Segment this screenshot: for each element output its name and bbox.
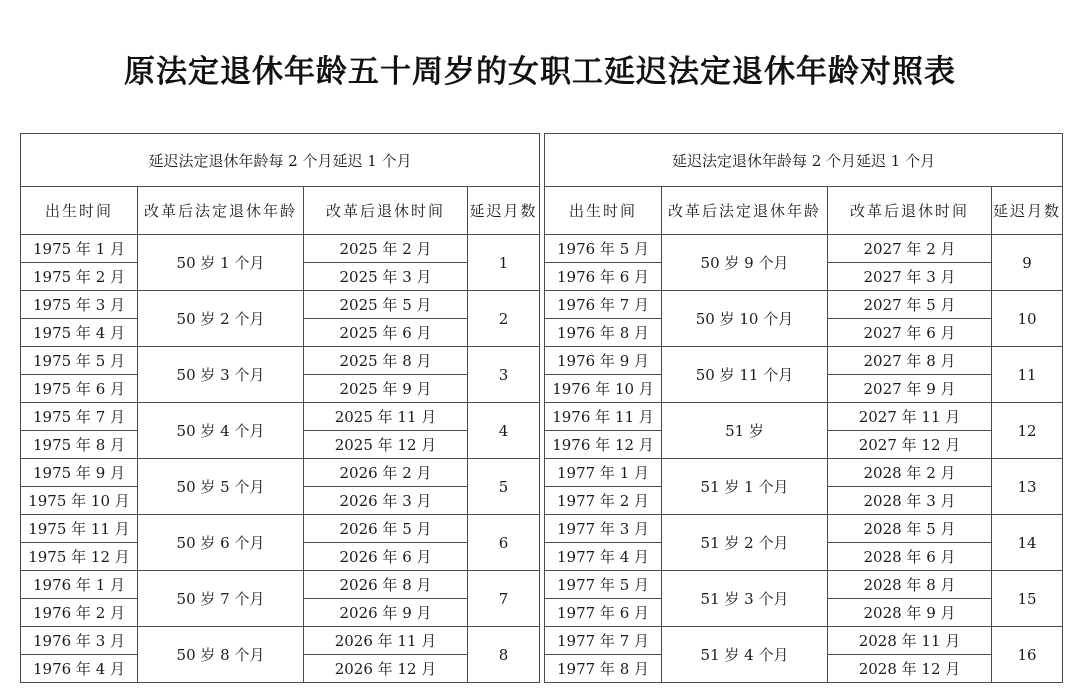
table-banner: 延迟法定退休年龄每 2 个月延迟 1 个月 <box>545 134 1063 187</box>
birth-time-cell: 1976 年 7 月 <box>545 291 662 319</box>
retirement-age-cell: 51 岁 <box>662 403 828 459</box>
birth-time-cell: 1975 年 1 月 <box>21 235 138 263</box>
birth-time-cell: 1976 年 2 月 <box>21 599 138 627</box>
table-row <box>545 403 1063 431</box>
birth-time-cell: 1975 年 3 月 <box>21 291 138 319</box>
retirement-time-cell: 2025 年 12 月 <box>304 431 468 459</box>
birth-time-cell: 1975 年 10 月 <box>21 487 138 515</box>
header-birth-time: 出生时间 <box>21 187 138 235</box>
delay-months-cell: 5 <box>468 459 540 515</box>
retirement-time-cell: 2027 年 11 月 <box>828 403 992 431</box>
birth-time-cell: 1975 年 4 月 <box>21 319 138 347</box>
birth-time-cell: 1976 年 12 月 <box>545 431 662 459</box>
retirement-age-cell: 50 岁 2 个月 <box>138 291 304 347</box>
header-delay-months: 延迟月数 <box>992 187 1063 235</box>
header-new-retirement-time: 改革后退休时间 <box>828 187 992 235</box>
retirement-time-cell: 2028 年 5 月 <box>828 515 992 543</box>
retirement-time-cell: 2028 年 12 月 <box>828 655 992 683</box>
delay-months-cell: 13 <box>992 459 1063 515</box>
retirement-time-cell: 2027 年 8 月 <box>828 347 992 375</box>
retirement-time-cell: 2025 年 8 月 <box>304 347 468 375</box>
birth-time-cell: 1976 年 3 月 <box>21 627 138 655</box>
delay-months-cell: 10 <box>992 291 1063 347</box>
retirement-time-cell: 2028 年 11 月 <box>828 627 992 655</box>
birth-time-cell: 1976 年 8 月 <box>545 319 662 347</box>
header-new-retirement-age: 改革后法定退休年龄 <box>662 187 828 235</box>
birth-time-cell: 1976 年 10 月 <box>545 375 662 403</box>
table-row <box>21 347 540 375</box>
table-row <box>545 571 1063 599</box>
table-header-row <box>21 187 540 235</box>
delay-months-cell: 1 <box>468 235 540 291</box>
retirement-time-cell: 2026 年 11 月 <box>304 627 468 655</box>
table-row <box>545 347 1063 375</box>
table-row <box>21 627 540 655</box>
retirement-time-cell: 2027 年 12 月 <box>828 431 992 459</box>
birth-time-cell: 1977 年 6 月 <box>545 599 662 627</box>
retirement-time-cell: 2026 年 5 月 <box>304 515 468 543</box>
birth-time-cell: 1975 年 5 月 <box>21 347 138 375</box>
table-row <box>21 459 540 487</box>
delay-months-cell: 14 <box>992 515 1063 571</box>
retirement-time-cell: 2028 年 3 月 <box>828 487 992 515</box>
retirement-age-cell: 50 岁 9 个月 <box>662 235 828 291</box>
birth-time-cell: 1977 年 1 月 <box>545 459 662 487</box>
header-new-retirement-time: 改革后退休时间 <box>304 187 468 235</box>
delay-months-cell: 4 <box>468 403 540 459</box>
header-new-retirement-age: 改革后法定退休年龄 <box>138 187 304 235</box>
retirement-age-cell: 51 岁 2 个月 <box>662 515 828 571</box>
table-banner: 延迟法定退休年龄每 2 个月延迟 1 个月 <box>21 134 540 187</box>
table-row <box>545 291 1063 319</box>
delay-months-cell: 2 <box>468 291 540 347</box>
retirement-time-cell: 2027 年 6 月 <box>828 319 992 347</box>
birth-time-cell: 1975 年 6 月 <box>21 375 138 403</box>
birth-time-cell: 1977 年 8 月 <box>545 655 662 683</box>
retirement-time-cell: 2026 年 12 月 <box>304 655 468 683</box>
table-row <box>545 235 1063 263</box>
retirement-time-cell: 2025 年 9 月 <box>304 375 468 403</box>
header-birth-time: 出生时间 <box>545 187 662 235</box>
birth-time-cell: 1975 年 9 月 <box>21 459 138 487</box>
table-banner-row <box>545 134 1063 187</box>
birth-time-cell: 1976 年 5 月 <box>545 235 662 263</box>
retirement-time-cell: 2027 年 9 月 <box>828 375 992 403</box>
table-row <box>21 291 540 319</box>
retirement-time-cell: 2028 年 6 月 <box>828 543 992 571</box>
delay-months-cell: 8 <box>468 627 540 683</box>
retirement-age-cell: 50 岁 1 个月 <box>138 235 304 291</box>
delay-months-cell: 9 <box>992 235 1063 291</box>
table-row <box>545 459 1063 487</box>
birth-time-cell: 1977 年 2 月 <box>545 487 662 515</box>
header-delay-months: 延迟月数 <box>468 187 540 235</box>
birth-time-cell: 1976 年 4 月 <box>21 655 138 683</box>
retirement-time-cell: 2025 年 6 月 <box>304 319 468 347</box>
retirement-time-cell: 2027 年 5 月 <box>828 291 992 319</box>
table-row <box>21 235 540 263</box>
birth-time-cell: 1976 年 11 月 <box>545 403 662 431</box>
retirement-time-cell: 2027 年 3 月 <box>828 263 992 291</box>
table-banner-row <box>21 134 540 187</box>
retirement-time-cell: 2026 年 6 月 <box>304 543 468 571</box>
birth-time-cell: 1976 年 1 月 <box>21 571 138 599</box>
retirement-age-cell: 51 岁 4 个月 <box>662 627 828 683</box>
table-row <box>21 515 540 543</box>
table-row <box>545 627 1063 655</box>
retirement-time-cell: 2025 年 2 月 <box>304 235 468 263</box>
table-row <box>21 571 540 599</box>
comparison-table-left <box>20 133 540 683</box>
table-row <box>545 515 1063 543</box>
retirement-age-cell: 50 岁 7 个月 <box>138 571 304 627</box>
comparison-table-right <box>544 133 1063 683</box>
birth-time-cell: 1976 年 9 月 <box>545 347 662 375</box>
retirement-time-cell: 2026 年 2 月 <box>304 459 468 487</box>
birth-time-cell: 1977 年 4 月 <box>545 543 662 571</box>
retirement-time-cell: 2025 年 3 月 <box>304 263 468 291</box>
retirement-time-cell: 2025 年 11 月 <box>304 403 468 431</box>
delay-months-cell: 12 <box>992 403 1063 459</box>
retirement-time-cell: 2028 年 8 月 <box>828 571 992 599</box>
delay-months-cell: 7 <box>468 571 540 627</box>
birth-time-cell: 1976 年 6 月 <box>545 263 662 291</box>
retirement-age-cell: 50 岁 6 个月 <box>138 515 304 571</box>
delay-months-cell: 3 <box>468 347 540 403</box>
retirement-age-cell: 50 岁 3 个月 <box>138 347 304 403</box>
retirement-age-cell: 50 岁 4 个月 <box>138 403 304 459</box>
retirement-age-cell: 51 岁 1 个月 <box>662 459 828 515</box>
retirement-time-cell: 2026 年 3 月 <box>304 487 468 515</box>
retirement-time-cell: 2026 年 9 月 <box>304 599 468 627</box>
birth-time-cell: 1977 年 3 月 <box>545 515 662 543</box>
delay-months-cell: 11 <box>992 347 1063 403</box>
birth-time-cell: 1975 年 2 月 <box>21 263 138 291</box>
birth-time-cell: 1975 年 7 月 <box>21 403 138 431</box>
retirement-time-cell: 2028 年 2 月 <box>828 459 992 487</box>
retirement-age-cell: 50 岁 11 个月 <box>662 347 828 403</box>
retirement-time-cell: 2025 年 5 月 <box>304 291 468 319</box>
delay-months-cell: 6 <box>468 515 540 571</box>
delay-months-cell: 16 <box>992 627 1063 683</box>
birth-time-cell: 1975 年 8 月 <box>21 431 138 459</box>
birth-time-cell: 1975 年 11 月 <box>21 515 138 543</box>
retirement-time-cell: 2026 年 8 月 <box>304 571 468 599</box>
birth-time-cell: 1977 年 5 月 <box>545 571 662 599</box>
table-row <box>21 403 540 431</box>
retirement-age-cell: 51 岁 3 个月 <box>662 571 828 627</box>
retirement-time-cell: 2028 年 9 月 <box>828 599 992 627</box>
table-header-row <box>545 187 1063 235</box>
retirement-time-cell: 2027 年 2 月 <box>828 235 992 263</box>
retirement-age-cell: 50 岁 8 个月 <box>138 627 304 683</box>
page-title: 原法定退休年龄五十周岁的女职工延迟法定退休年龄对照表 <box>124 54 956 90</box>
retirement-age-cell: 50 岁 10 个月 <box>662 291 828 347</box>
delay-months-cell: 15 <box>992 571 1063 627</box>
retirement-age-cell: 50 岁 5 个月 <box>138 459 304 515</box>
birth-time-cell: 1975 年 12 月 <box>21 543 138 571</box>
birth-time-cell: 1977 年 7 月 <box>545 627 662 655</box>
